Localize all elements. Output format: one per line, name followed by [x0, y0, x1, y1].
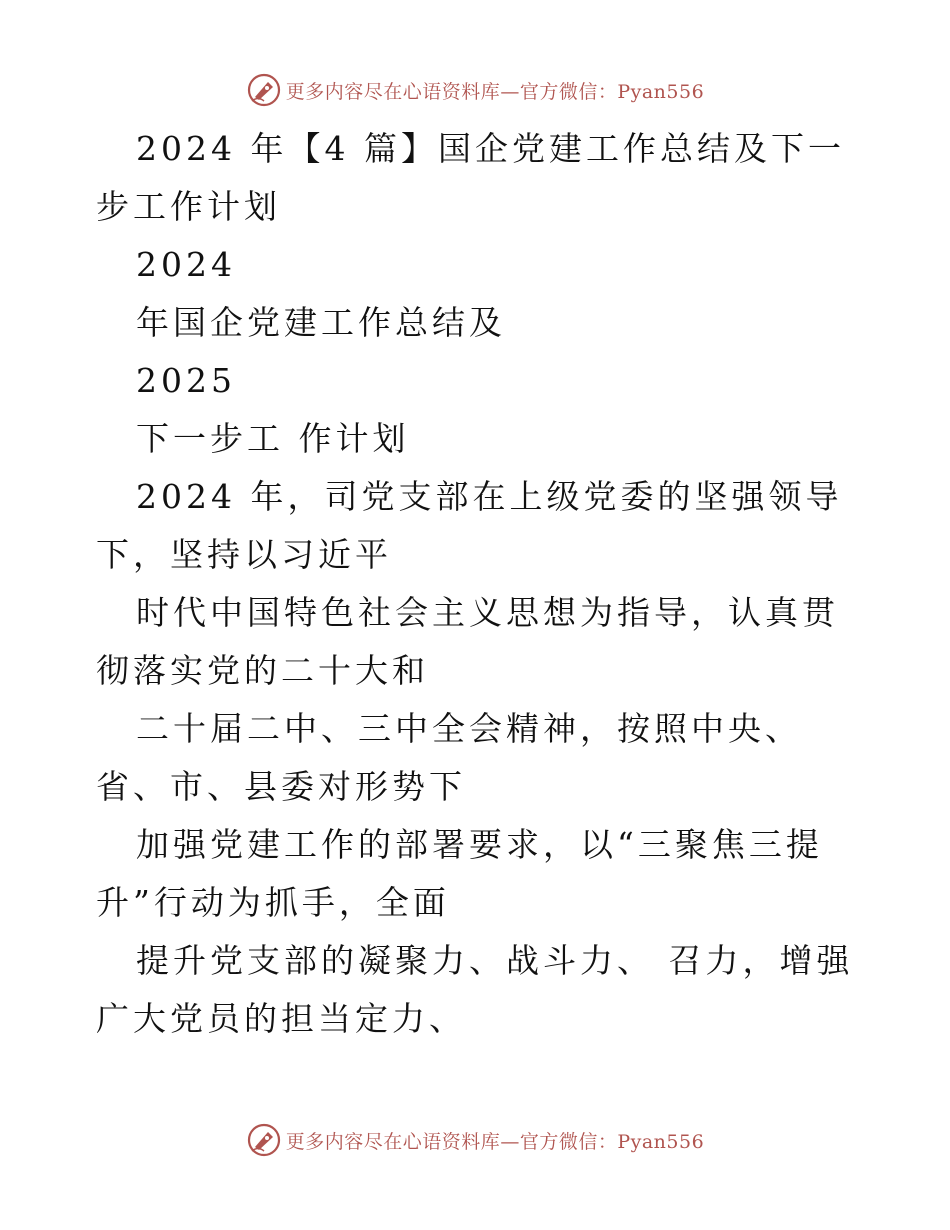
pen-nib-logo-icon	[246, 1122, 282, 1158]
body-paragraph: 年国企党建工作总结及	[136, 303, 506, 342]
footer-watermark	[0, 1120, 950, 1160]
pen-nib-logo-icon	[246, 72, 282, 108]
watermark-text: 更多内容尽在心语资料库—官方微信：Pyan556	[285, 1130, 705, 1153]
body-paragraph: 2024	[136, 245, 236, 284]
document-body	[96, 120, 856, 1048]
body-paragraph: 二十届二中、三中全会精神，按照中央、省、市、县委对形势下	[96, 709, 802, 806]
body-paragraph: 提升党支部的凝聚力、战斗力、 召力，增强广大党员的担当定力、	[96, 941, 854, 1038]
watermark-text: 更多内容尽在心语资料库—官方微信：Pyan556	[285, 80, 705, 103]
body-paragraph: 下一步工 作计划	[136, 419, 410, 458]
document-title: 2024 年【4 篇】国企党建工作总结及下一步工作计划	[96, 129, 845, 226]
body-paragraph: 加强党建工作的部署要求，以“三聚焦三提升”行动为抓手，全面	[96, 825, 823, 922]
body-paragraph: 2024 年，司党支部在上级党委的坚强领导下，坚持以习近平	[96, 477, 843, 574]
body-paragraph: 时代中国特色社会主义思想为指导，认真贯彻落实党的二十大和	[96, 593, 839, 690]
header-watermark	[0, 70, 950, 110]
body-paragraph: 2025	[136, 361, 236, 400]
